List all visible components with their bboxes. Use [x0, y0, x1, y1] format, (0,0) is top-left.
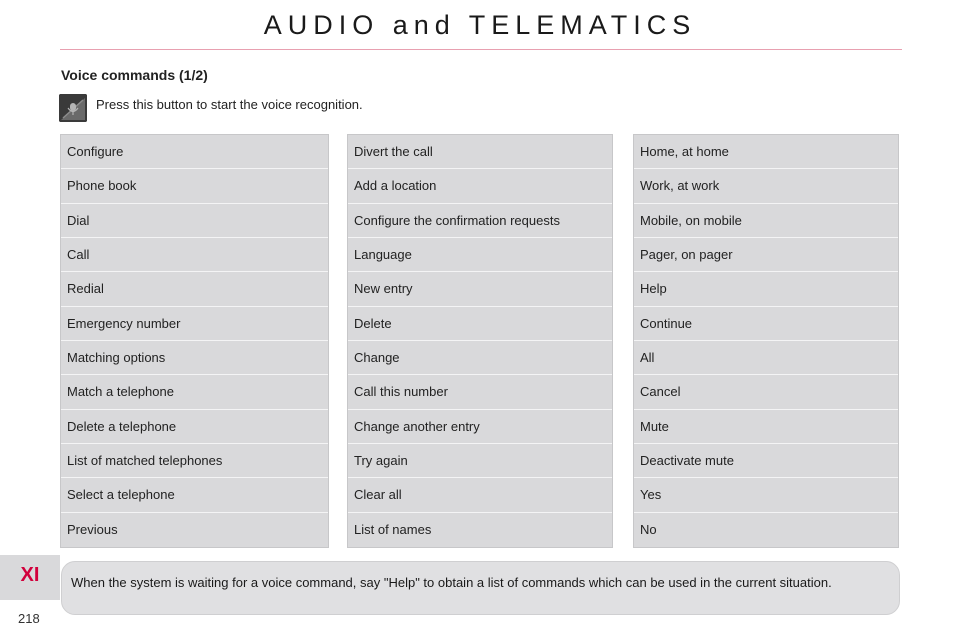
command-row: New entry	[348, 272, 612, 306]
commands-column-3	[633, 134, 899, 548]
command-row: Change another entry	[348, 410, 612, 444]
command-row: Call	[61, 238, 328, 272]
voice-command-button-icon	[59, 94, 87, 122]
command-row: Yes	[634, 478, 898, 512]
command-row: Work, at work	[634, 169, 898, 203]
command-row: Mute	[634, 410, 898, 444]
command-row: Language	[348, 238, 612, 272]
command-row: Home, at home	[634, 135, 898, 169]
command-row: Previous	[67, 521, 118, 537]
help-note: When the system is waiting for a voice command, say "Help" to obtain a list of commands which can be used in the current situation.	[61, 561, 900, 615]
command-row: All	[634, 341, 898, 375]
command-row: Redial	[61, 272, 328, 306]
command-row: Add a location	[348, 169, 612, 203]
command-row: Mobile, on mobile	[634, 204, 898, 238]
command-row: Matching options	[61, 341, 328, 375]
command-row: Help	[634, 272, 898, 306]
page-title: AUDIO and TELEMATICS	[263, 10, 697, 40]
command-row: Cancel	[634, 375, 898, 409]
command-row: Divert the call	[348, 135, 612, 169]
command-row: Deactivate mute	[634, 444, 898, 478]
command-row: No	[640, 521, 657, 537]
command-row: Phone book	[61, 169, 328, 203]
page-number: 218	[18, 611, 40, 626]
command-row: Change	[348, 341, 612, 375]
command-row: List of names	[354, 521, 432, 537]
command-row: Pager, on pager	[634, 238, 898, 272]
command-row: Configure the confirmation requests	[348, 204, 612, 238]
command-row: Delete a telephone	[61, 410, 328, 444]
command-row: Clear all	[348, 478, 612, 512]
intro-text: Press this button to start the voice recognition.	[96, 97, 363, 112]
command-row: Select a telephone	[61, 478, 328, 512]
command-row: Match a telephone	[61, 375, 328, 409]
commands-column-1	[60, 134, 329, 548]
commands-column-2	[347, 134, 613, 548]
command-row: Continue	[634, 307, 898, 341]
section-title: Voice commands (1/2)	[61, 67, 208, 83]
command-row: Configure	[61, 135, 328, 169]
title-divider	[60, 49, 902, 50]
command-row: Dial	[61, 204, 328, 238]
command-row: List of matched telephones	[61, 444, 328, 478]
chapter-label: XI	[20, 564, 40, 586]
command-row: Delete	[348, 307, 612, 341]
command-row: Emergency number	[61, 307, 328, 341]
command-row: Try again	[348, 444, 612, 478]
command-row: Call this number	[348, 375, 612, 409]
